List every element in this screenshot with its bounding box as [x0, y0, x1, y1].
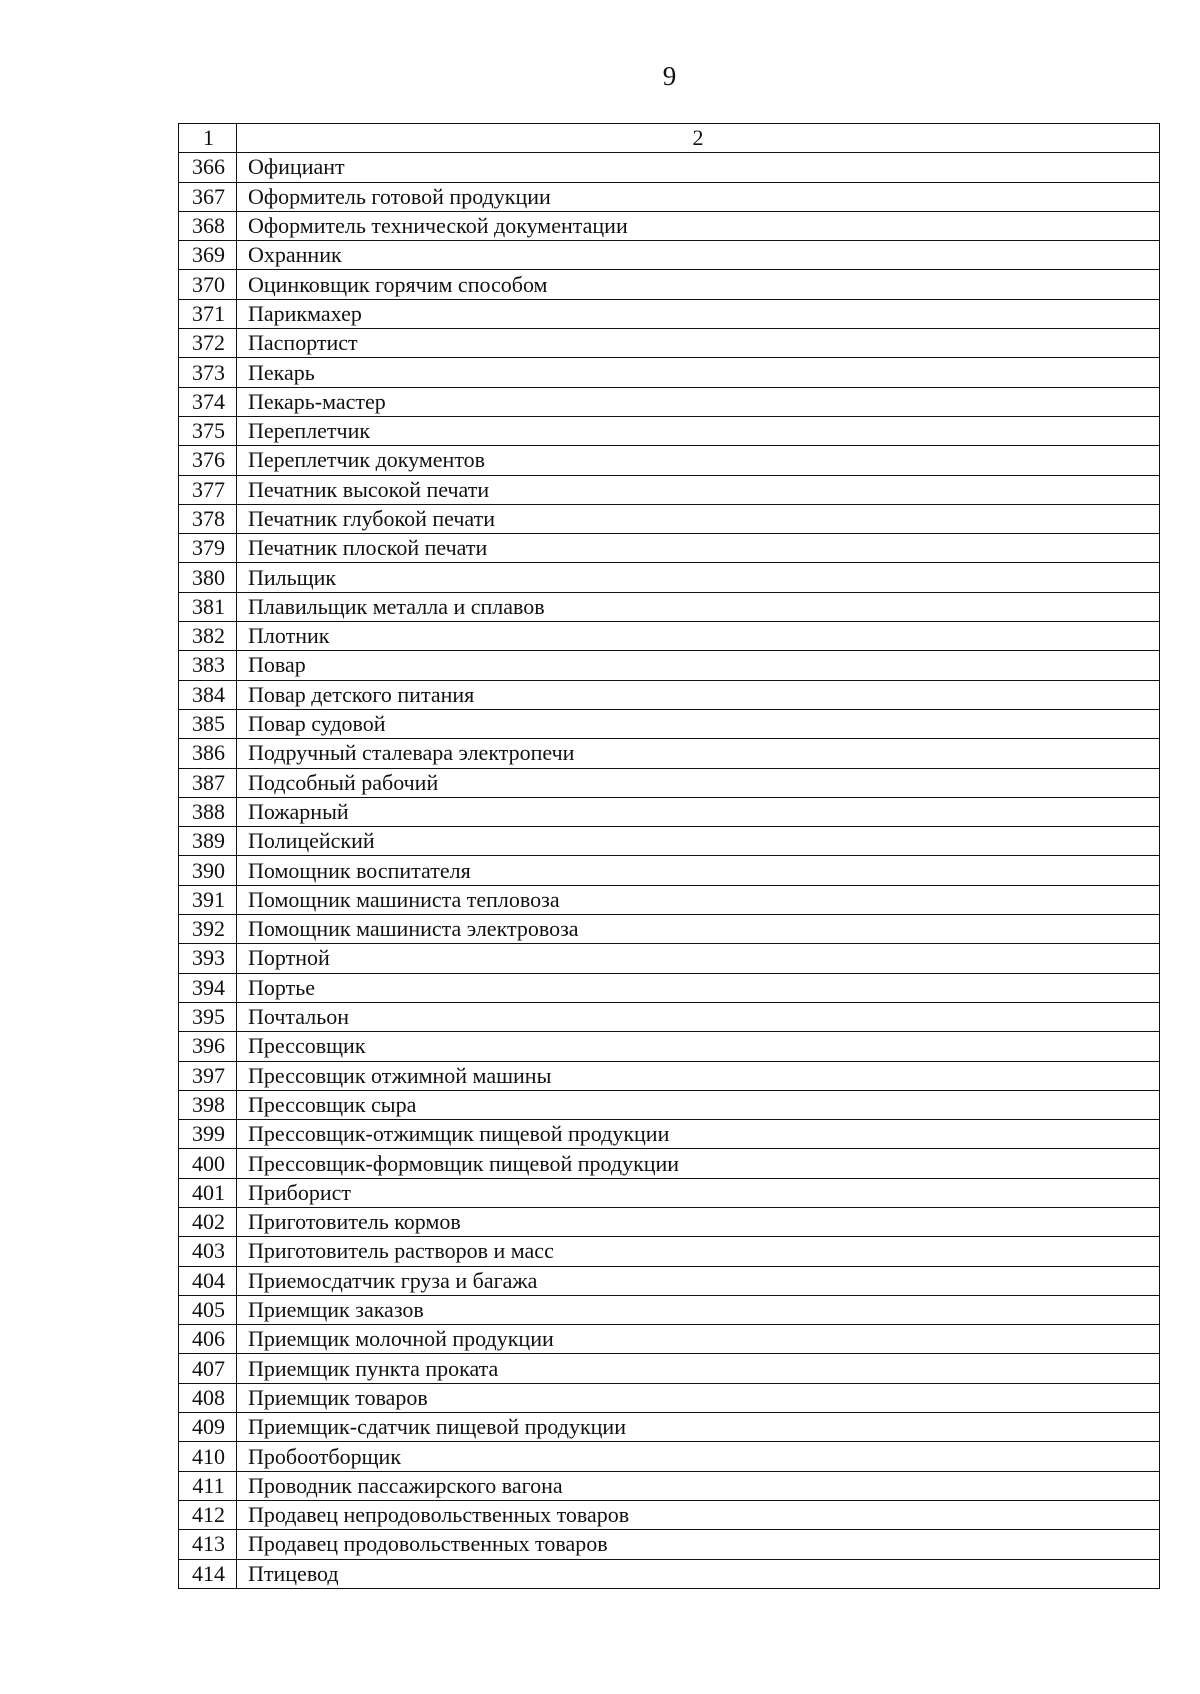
table-row — [179, 504, 1160, 533]
row-number: 370 — [179, 270, 237, 299]
table-row — [179, 1237, 1160, 1266]
row-number: 366 — [179, 153, 237, 182]
row-number: 413 — [179, 1530, 237, 1559]
row-number: 388 — [179, 797, 237, 826]
table-row — [179, 739, 1160, 768]
table-row — [179, 1471, 1160, 1500]
row-number: 375 — [179, 416, 237, 445]
profession-name: Печатник плоской печати — [237, 534, 1160, 563]
row-number: 368 — [179, 211, 237, 240]
row-number: 386 — [179, 739, 237, 768]
table-row — [179, 592, 1160, 621]
row-number: 395 — [179, 1002, 237, 1031]
row-number: 414 — [179, 1559, 237, 1588]
table-row — [179, 1178, 1160, 1207]
table-row — [179, 446, 1160, 475]
table-row — [179, 1295, 1160, 1324]
table-row — [179, 329, 1160, 358]
row-number: 391 — [179, 885, 237, 914]
row-number: 406 — [179, 1325, 237, 1354]
page-number: 9 — [662, 61, 677, 91]
profession-name: Переплетчик документов — [237, 446, 1160, 475]
row-number: 378 — [179, 504, 237, 533]
profession-name: Охранник — [237, 241, 1160, 270]
profession-name: Плавильщик металла и сплавов — [237, 592, 1160, 621]
table-row — [179, 1530, 1160, 1559]
profession-name: Прессовщик-отжимщик пищевой продукции — [237, 1120, 1160, 1149]
profession-name: Приготовитель растворов и масс — [237, 1237, 1160, 1266]
row-number: 372 — [179, 329, 237, 358]
row-number: 396 — [179, 1032, 237, 1061]
row-number: 384 — [179, 680, 237, 709]
table-row — [179, 1002, 1160, 1031]
table-row — [179, 241, 1160, 270]
profession-name: Портной — [237, 944, 1160, 973]
profession-name: Пекарь — [237, 358, 1160, 387]
profession-name: Приемщик молочной продукции — [237, 1325, 1160, 1354]
table-row — [179, 680, 1160, 709]
row-number: 389 — [179, 827, 237, 856]
row-number: 383 — [179, 651, 237, 680]
table-row — [179, 1500, 1160, 1529]
profession-name: Печатник высокой печати — [237, 475, 1160, 504]
row-number: 408 — [179, 1383, 237, 1412]
row-number: 401 — [179, 1178, 237, 1207]
table-row — [179, 534, 1160, 563]
profession-name: Прессовщик сыра — [237, 1090, 1160, 1119]
table-row — [179, 270, 1160, 299]
table-row — [179, 182, 1160, 211]
row-number: 387 — [179, 768, 237, 797]
profession-name: Приемщик заказов — [237, 1295, 1160, 1324]
table-row — [179, 1325, 1160, 1354]
row-number: 407 — [179, 1354, 237, 1383]
profession-name: Портье — [237, 973, 1160, 1002]
profession-name: Оформитель готовой продукции — [237, 182, 1160, 211]
row-number: 376 — [179, 446, 237, 475]
table-row — [179, 797, 1160, 826]
row-number: 400 — [179, 1149, 237, 1178]
row-number: 390 — [179, 856, 237, 885]
profession-name: Приемщик товаров — [237, 1383, 1160, 1412]
profession-name: Прессовщик отжимной машины — [237, 1061, 1160, 1090]
table-row — [179, 709, 1160, 738]
profession-name: Приемщик-сдатчик пищевой продукции — [237, 1413, 1160, 1442]
profession-name: Пекарь-мастер — [237, 387, 1160, 416]
table-row — [179, 1090, 1160, 1119]
row-number: 403 — [179, 1237, 237, 1266]
profession-name: Подручный сталевара электропечи — [237, 739, 1160, 768]
row-number: 371 — [179, 299, 237, 328]
table-row — [179, 416, 1160, 445]
row-number: 405 — [179, 1295, 237, 1324]
table-row — [179, 827, 1160, 856]
row-number: 394 — [179, 973, 237, 1002]
profession-name: Почтальон — [237, 1002, 1160, 1031]
table-row — [179, 1383, 1160, 1412]
profession-name: Пробоотборщик — [237, 1442, 1160, 1471]
table-row — [179, 1559, 1160, 1588]
profession-name: Переплетчик — [237, 416, 1160, 445]
table-row — [179, 1354, 1160, 1383]
row-number: 377 — [179, 475, 237, 504]
table-row — [179, 1207, 1160, 1236]
table-row — [179, 915, 1160, 944]
table-row — [179, 856, 1160, 885]
row-number: 393 — [179, 944, 237, 973]
row-number: 367 — [179, 182, 237, 211]
table-row — [179, 563, 1160, 592]
profession-name: Парикмахер — [237, 299, 1160, 328]
profession-name: Пожарный — [237, 797, 1160, 826]
profession-name: Оцинковщик горячим способом — [237, 270, 1160, 299]
table-row — [179, 622, 1160, 651]
profession-name: Паспортист — [237, 329, 1160, 358]
row-number: 392 — [179, 915, 237, 944]
profession-name: Повар — [237, 651, 1160, 680]
profession-name: Продавец продовольственных товаров — [237, 1530, 1160, 1559]
table-body — [179, 124, 1160, 1589]
profession-name: Пильщик — [237, 563, 1160, 592]
profession-name: Оформитель технической документации — [237, 211, 1160, 240]
table-row — [179, 768, 1160, 797]
profession-name: Подсобный рабочий — [237, 768, 1160, 797]
row-number: 385 — [179, 709, 237, 738]
table-row — [179, 944, 1160, 973]
profession-name: Проводник пассажирского вагона — [237, 1471, 1160, 1500]
row-number: 411 — [179, 1471, 237, 1500]
profession-name: Прессовщик-формовщик пищевой продукции — [237, 1149, 1160, 1178]
table-row — [179, 1442, 1160, 1471]
table-row — [179, 387, 1160, 416]
profession-name: Помощник машиниста тепловоза — [237, 885, 1160, 914]
table-row — [179, 973, 1160, 1002]
header-col-2: 2 — [237, 124, 1160, 153]
profession-table — [178, 123, 1160, 1589]
row-number: 409 — [179, 1413, 237, 1442]
row-number: 369 — [179, 241, 237, 270]
table-row — [179, 1061, 1160, 1090]
row-number: 397 — [179, 1061, 237, 1090]
header-col-1: 1 — [179, 124, 237, 153]
profession-name: Прессовщик — [237, 1032, 1160, 1061]
table-row — [179, 651, 1160, 680]
row-number: 398 — [179, 1090, 237, 1119]
table-row — [179, 1266, 1160, 1295]
row-number: 412 — [179, 1500, 237, 1529]
table-row — [179, 299, 1160, 328]
profession-name: Продавец непродовольственных товаров — [237, 1500, 1160, 1529]
row-number: 402 — [179, 1207, 237, 1236]
table-row — [179, 475, 1160, 504]
row-number: 404 — [179, 1266, 237, 1295]
row-number: 379 — [179, 534, 237, 563]
profession-name: Повар детского питания — [237, 680, 1160, 709]
row-number: 399 — [179, 1120, 237, 1149]
row-number: 410 — [179, 1442, 237, 1471]
profession-name: Приемщик пункта проката — [237, 1354, 1160, 1383]
profession-name: Плотник — [237, 622, 1160, 651]
table-row — [179, 1149, 1160, 1178]
table-row — [179, 153, 1160, 182]
row-number: 374 — [179, 387, 237, 416]
profession-name: Птицевод — [237, 1559, 1160, 1588]
profession-name: Печатник глубокой печати — [237, 504, 1160, 533]
profession-name: Приготовитель кормов — [237, 1207, 1160, 1236]
table-row — [179, 358, 1160, 387]
table-row — [179, 1413, 1160, 1442]
profession-name: Официант — [237, 153, 1160, 182]
row-number: 380 — [179, 563, 237, 592]
table-header-row — [179, 124, 1160, 153]
profession-name: Приборист — [237, 1178, 1160, 1207]
table-row — [179, 211, 1160, 240]
row-number: 381 — [179, 592, 237, 621]
table-row — [179, 1032, 1160, 1061]
table-row — [179, 885, 1160, 914]
profession-name: Помощник воспитателя — [237, 856, 1160, 885]
row-number: 382 — [179, 622, 237, 651]
profession-name: Полицейский — [237, 827, 1160, 856]
row-number: 373 — [179, 358, 237, 387]
profession-name: Повар судовой — [237, 709, 1160, 738]
profession-name: Помощник машиниста электровоза — [237, 915, 1160, 944]
profession-name: Приемосдатчик груза и багажа — [237, 1266, 1160, 1295]
table-row — [179, 1120, 1160, 1149]
